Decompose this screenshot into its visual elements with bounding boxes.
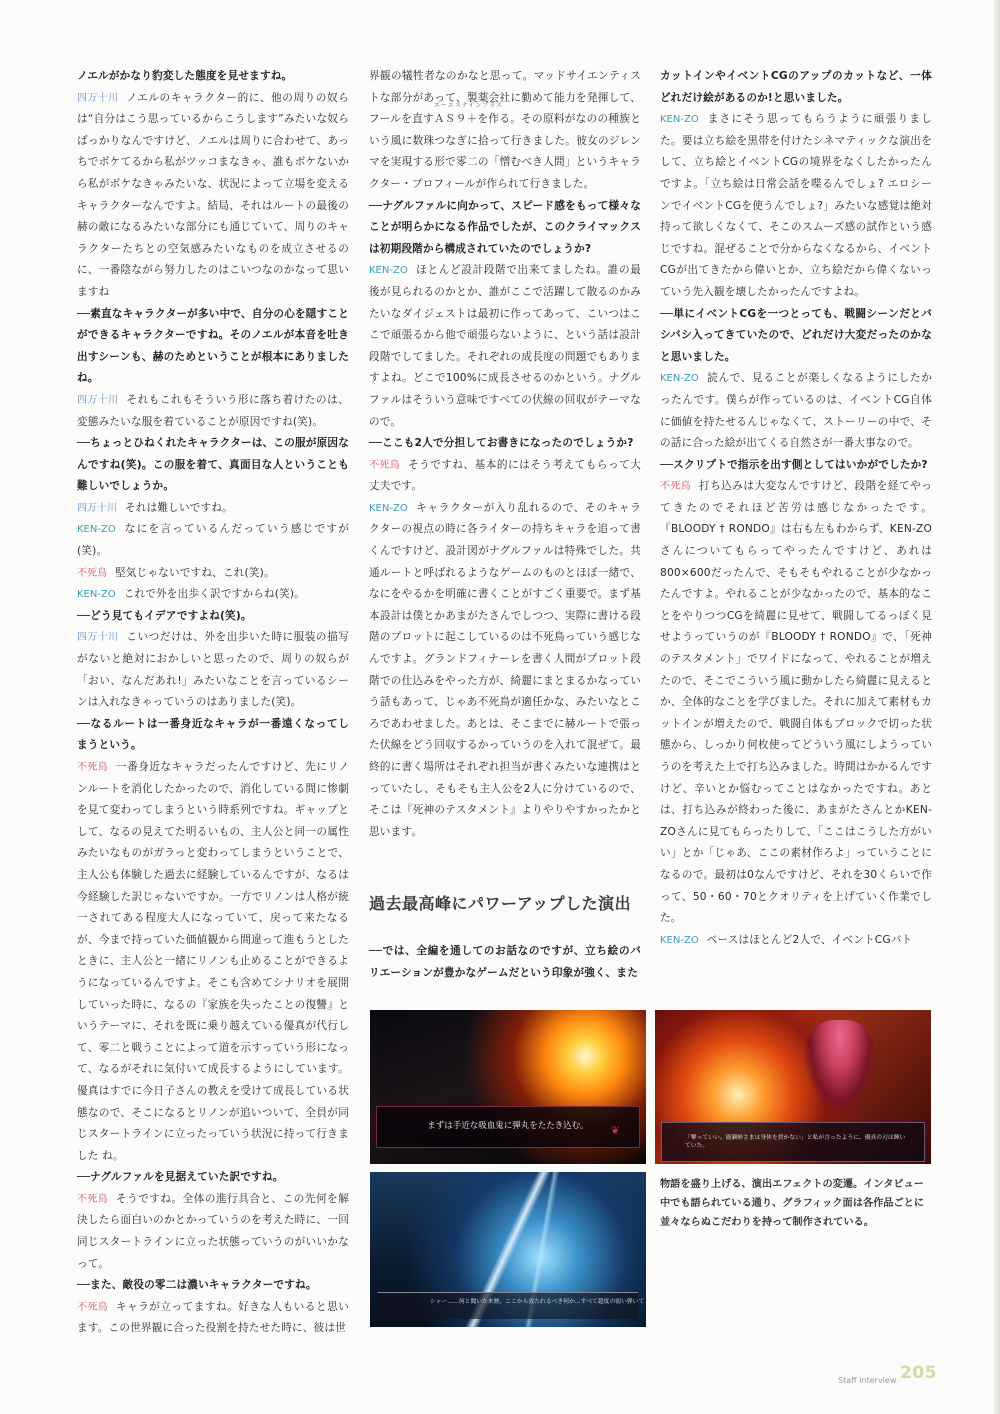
speaker-name: 不死鳥 (77, 1193, 108, 1205)
interviewee-answer (660, 930, 932, 952)
answer-text: ノエルのキャラクター的に、他の周りの奴らは“自分はこう思っているからこうします”みたいな奴らばっかりなんですけど、ノエルは周りに合わせて、あっちでボケてるから私がツッコまなきゃ、誰もボケないから私がボケなきゃみたいな、状況によって立場を変えるキャラクターなんですよ。結局、それはルートの最後の赫の敵になるみたいな部分にも通じていて、周りのキャラクターたちとの空気感みたいなものを成立させるのに、一番陰ながら努力したのはこいつなのかなって思いますね (77, 91, 349, 298)
speaker-name: 不死鳥 (77, 1301, 108, 1313)
speaker-name: KEN-ZO (660, 373, 699, 385)
interviewee-answer (660, 109, 932, 303)
speaker-name: 四万十川 (77, 632, 119, 644)
speaker-name: 不死鳥 (77, 567, 107, 579)
interviewee-answer (77, 627, 349, 713)
game-screenshot-lightning (370, 1172, 646, 1327)
message-text: シャー……何と聞いた来歴、ここから放たれるべき何か…すべて超度の弱い弾いて (430, 1299, 645, 1305)
interviewee-answer (77, 1189, 349, 1275)
speaker-name: KEN-ZO (77, 589, 116, 601)
answer-text: まさにそう思ってもらうように頑張りました。要は立ち絵を黒帯を付けたシネマティックな演出をして、立ち絵とイベントCGの境界をなくしたかったんですよ。「立ち絵は日常会話を喋るんでしょ? エロシーンでイベントCGを使うんでしょ?」みたいな感覚は絶対持って欲しくなくて、そこのスムーズ感の試作という感じですね。混ぜることで分からなくなるから、イベントCGが出てきたから偉いとか、立ち絵だから偉くないっていう先入観を壊したかったんですよね。 (660, 113, 932, 298)
answer-text: 一番身近なキャラだったんですけど、先にリノンルートを消化したかったので、消化している間に惨劇を見て変わってしまうという時系列ですね。ギャップとして、なるの見えてた明るいもの、主人公と同一の属性みたいなものがガラっと変わってしまうということで、主人公も体験した過去に経験しているんですが、なるは今経験した訳じゃないですか。一方でリノンは人格が統一されてある程度大人になっていて、戻って来たなるが、今まで持っていた価値観から間違って進もうとしたときに、主人公と一緒にリノンも止めることができるようになっているんですよ。そこも含めてシナリオを展開していった時に、なるの『家族を失ったことの復讐』というテーマに、それを既に乗り越えている優真が代行して、零二と戦うことによって道を示すっていう形になって、なるがそれに気付いて成長するようにしています。優真はすでに今日子さんの教えを受けて成長している状態なので、そこになるとリノンが追いついて、全員が同じスタートラインに立ったっていう状況に持って行きました ね。 (77, 761, 349, 1162)
answer-text: ベースはほとんど2人で、イベントCGバト (706, 933, 913, 946)
speaker-name: KEN-ZO (660, 114, 699, 126)
answer-text: 打ち込みは大変なんですけど、段階を経てやってきたのでそれほど苦労は感じなかったです。『BLOODY † RONDO』は右も左もわからず、KEN-ZOさんについてもらってやったんですけど、あれは800×600だったんで、そもそもやれることが少なかったんですよ。やれることが少なかったので、基本的なことをやりつつCGを綺麗に見せて、戦闘してるっぽく見せようっていうのが『BLOODY † RONDO』で、「死神のテスタメント」でワイドになって、やれることが増えたので、そこでこういう風に動かしたら綺麗に見えるとか、全体的なことを学びました。それに加えて素材もカットインが増えたので、戦闘自体もブロックで切った状態から、しっかり何枚使ってどういう風にしようっていうのを考えた上で打ち込みました。時間はかかるんですけど、辛いとか悩むってことはなかったですね。あとは、打ち込みが終わった後に、あまがたさんとかKEN-ZOさんに見てもらったりして、「ここはこうした方がいい」とか「じゃあ、ここの素材作ろよ」っていうことになるので。最初は0なんですけど、それを30くらいで作って、50・60・70とクオリティを上げていく作業でした。 (660, 480, 933, 925)
interviewer-question: ──スクリプトで指示を出す側としてはいかがでしたか? (660, 458, 928, 471)
interviewer-question: ノエルがかなり豹変した態度を見せますね。 (77, 70, 293, 82)
interviewee-answer (77, 519, 349, 562)
interviewee-answer (77, 584, 349, 606)
answer-text: それは難しいですね。 (125, 501, 233, 514)
speaker-name: 不死鳥 (369, 459, 400, 471)
ruby-term: エーエスナインプラス ＡＳ９＋ (433, 102, 504, 126)
interviewer-question: ──また、敵役の零二は濃いキャラクターですね。 (77, 1279, 317, 1292)
ornament-icon: ❦ (610, 1124, 620, 1137)
answer-text: なにを言っているんだっていう感じですが(笑)。 (77, 523, 349, 558)
interviewer-question: ──では、全編を通してのお話なのですが、立ち絵のバリエーションが豊かなゲームだという印象が強く、また (369, 945, 641, 979)
ruby-reading: エーエスナインプラス (433, 102, 504, 110)
interviewer-question: ──ちょっとひねくれたキャラクターは、この服が原因なんですね(笑)。この服を着て、真面目な人ということも難しいでしょうか。 (77, 437, 349, 493)
interviewee-answer (77, 757, 349, 1167)
speaker-name: KEN-ZO (369, 502, 408, 514)
interviewee-answer (369, 260, 641, 433)
speaker-name: 四万十川 (77, 394, 119, 406)
answer-text: 読んで、見ることが楽しくなるようにしたかったんです。僕らが作っているのは、イベントCG自体に価値を持たせるんじゃなくて、ストーリーの中で、その話に合った絵が出てくる自然さが一番大事なので。 (660, 372, 932, 450)
answer-text: こいつだけは、外を出歩いた時に服装の描写がないと絶対におかしいと思ったので、周りの奴らが「おい、なんだあれ!」みたいなことを言っているシーンは入れなきゃっていうのはありました(笑)。 (77, 631, 350, 709)
interviewer-question: ──ここも2人で分担してお書きになったのでしょうか? (369, 437, 634, 450)
answer-text: これで外を出歩く訳ですからね(笑)。 (123, 588, 306, 601)
section-heading: 過去最高峰にパワーアップした演出 (369, 894, 632, 914)
answer-text: そうですね。全体の進行具合と、この先何を解決したら面白いのかとかっていうのを考えた時に、一回同じスタートラインに立った状態っていうのがいいかなって。 (77, 1192, 350, 1270)
interviewer-question: ──どう見てもイデアですよね(笑)。 (77, 609, 252, 622)
speaker-name: 不死鳥 (660, 481, 691, 493)
interviewee-answer (369, 498, 641, 844)
speaker-name: KEN-ZO (660, 934, 699, 946)
interviewee-answer (660, 476, 932, 929)
interviewer-question: ──ナグルファルに向かって、スピード感をもって様々なことが明らかになる作品でしたが、このクライマックスは初期段階から構成されていたのでしょうか? (369, 199, 641, 255)
image-caption: 物語を盛り上げる、演出エフェクトの変遷。インタビュー中でも語られている通り、グラフィック面は各作品ごとに並々ならぬこだわりを持って制作されている。 (660, 1179, 925, 1228)
answer-text: ほとんど設計段階で出来てましたね。誰の最後が見られるのかとか、誰がここで活躍して散るのかみたいなダイジェストは最初に作ってあって、こいつはここで頑張るから他で頑張らないように、という話は設計段階でしてました。それぞれの成長度の問題でもありますよね。どこで100%に成長させるのかという。ナグルファルはそういう意味ですべての伏線の回収がテーマなので。 (369, 264, 641, 428)
speaker-name: 四万十川 (77, 502, 117, 514)
answer-text: それもこれもそういう形に落ち着けたのは、変態みたいな服を着ていることが原因ですね(笑)。 (77, 393, 350, 428)
interviewee-answer (369, 455, 641, 498)
answer-text: そうですね、基本的にはそう考えてもらって大丈夫です。 (369, 458, 642, 493)
answer-text: キャラが立ってますね。好きな人もいると思います。この世界観に合った役割を持たせた時に、彼は世 (77, 1300, 350, 1335)
speaker-name: KEN-ZO (77, 524, 116, 536)
message-text: 「撃っていい。能瀬姉さまは身体を貫かない」と私が言ったように、優真の刃は輝いていた。 (685, 1135, 906, 1149)
page-number: 205 (900, 1363, 937, 1383)
interviewer-question: ──素直なキャラクターが多い中で、自分の心を隠すことができるキャラクターですね。そのノエルが本音を吐き出すシーンも、赫のためということが根本にありましたね。 (77, 307, 349, 385)
section-label: Staff Interview (838, 1376, 897, 1385)
interviewer-question: ──単にイベントCGを一つとっても、戦闘シーンだとバシバシ入ってきていたので、どれだけ大変だったのかなと思いました。 (660, 307, 932, 363)
text-column-1 (77, 66, 349, 1340)
answer-text: 界観の犠牲者なのかなと思って。マッドサイエンティストな部分があって、製薬会社に勤めて能力を発揮して、フールを直す (369, 70, 641, 126)
interviewee-answer (77, 1297, 349, 1340)
game-screenshot-vampire-shot (370, 1010, 646, 1164)
speaker-name: 不死鳥 (77, 762, 109, 773)
speaker-name: 四万十川 (77, 92, 119, 104)
message-text: まずは手近な吸血鬼に弾丸をたたき込む。 (427, 1121, 589, 1131)
interviewer-question: ──なるルートは一番身近なキャラが一番遠くなってしまうという。 (77, 717, 349, 752)
interviewee-answer (660, 368, 932, 454)
interviewer-question: ──ナグルファルを見据えていた訳ですね。 (77, 1171, 284, 1184)
speaker-name: KEN-ZO (369, 265, 408, 277)
answer-text: を作る。その原料がなのの種族という風に数珠つなぎに拾って行きました。彼女のジレンマを実現する形で零二の「憎むべき人間」というキャラクター・プロフィールが作られて行きました。 (369, 113, 641, 190)
interviewee-answer (77, 498, 349, 520)
answer-continuation (369, 66, 641, 196)
interviewee-answer (77, 563, 349, 585)
interviewee-answer (77, 390, 349, 433)
text-column-3 (660, 66, 932, 951)
interviewee-answer (77, 88, 349, 304)
interviewer-question: カットインやイベントCGのアップのカットなど、一体どれだけ絵があるのか!と思いました。 (660, 70, 932, 104)
page-edge (994, 0, 1000, 1414)
answer-text: 堅気じゃないですね、これ(笑)。 (115, 566, 275, 579)
answer-text: キャラクターが入り乱れるので、そのキャラクターの視点の時に各ライターの持ちキャラを追って書くんですけど、設計図がナグルファルは特殊でした。共通ルートと呼ばれるようなゲームのものとほぼ一緒で、なにをやるかを明確に書くことがすごく重要で。まず基本設計は僕とかあまがたさんでしつつ、実際に書ける段階のプロットに起こしているのは不死鳥っていう感じなんですよ。グランドフィナーレを書く人間がプロット段階での仕込みをやった方が、綺麗にまとまるかなっていう話もあって、じゃあ不死鳥が適任かな、みたいなところであわせました。あとは、そこまでに赫ルートで張った伏線をどう回収するかっていうのを入れて混ぜて。最終的に書く場所はそれぞれ担当が書くみたいな連携はとっていたし、そもそも主人公を2人に分けているので、そこは『死神のテスタメント』よりやりやすかったかと思います。 (369, 501, 641, 838)
game-screenshot-explosion (655, 1010, 931, 1164)
text-column-2 (369, 66, 641, 985)
character-figure (805, 1020, 875, 1112)
